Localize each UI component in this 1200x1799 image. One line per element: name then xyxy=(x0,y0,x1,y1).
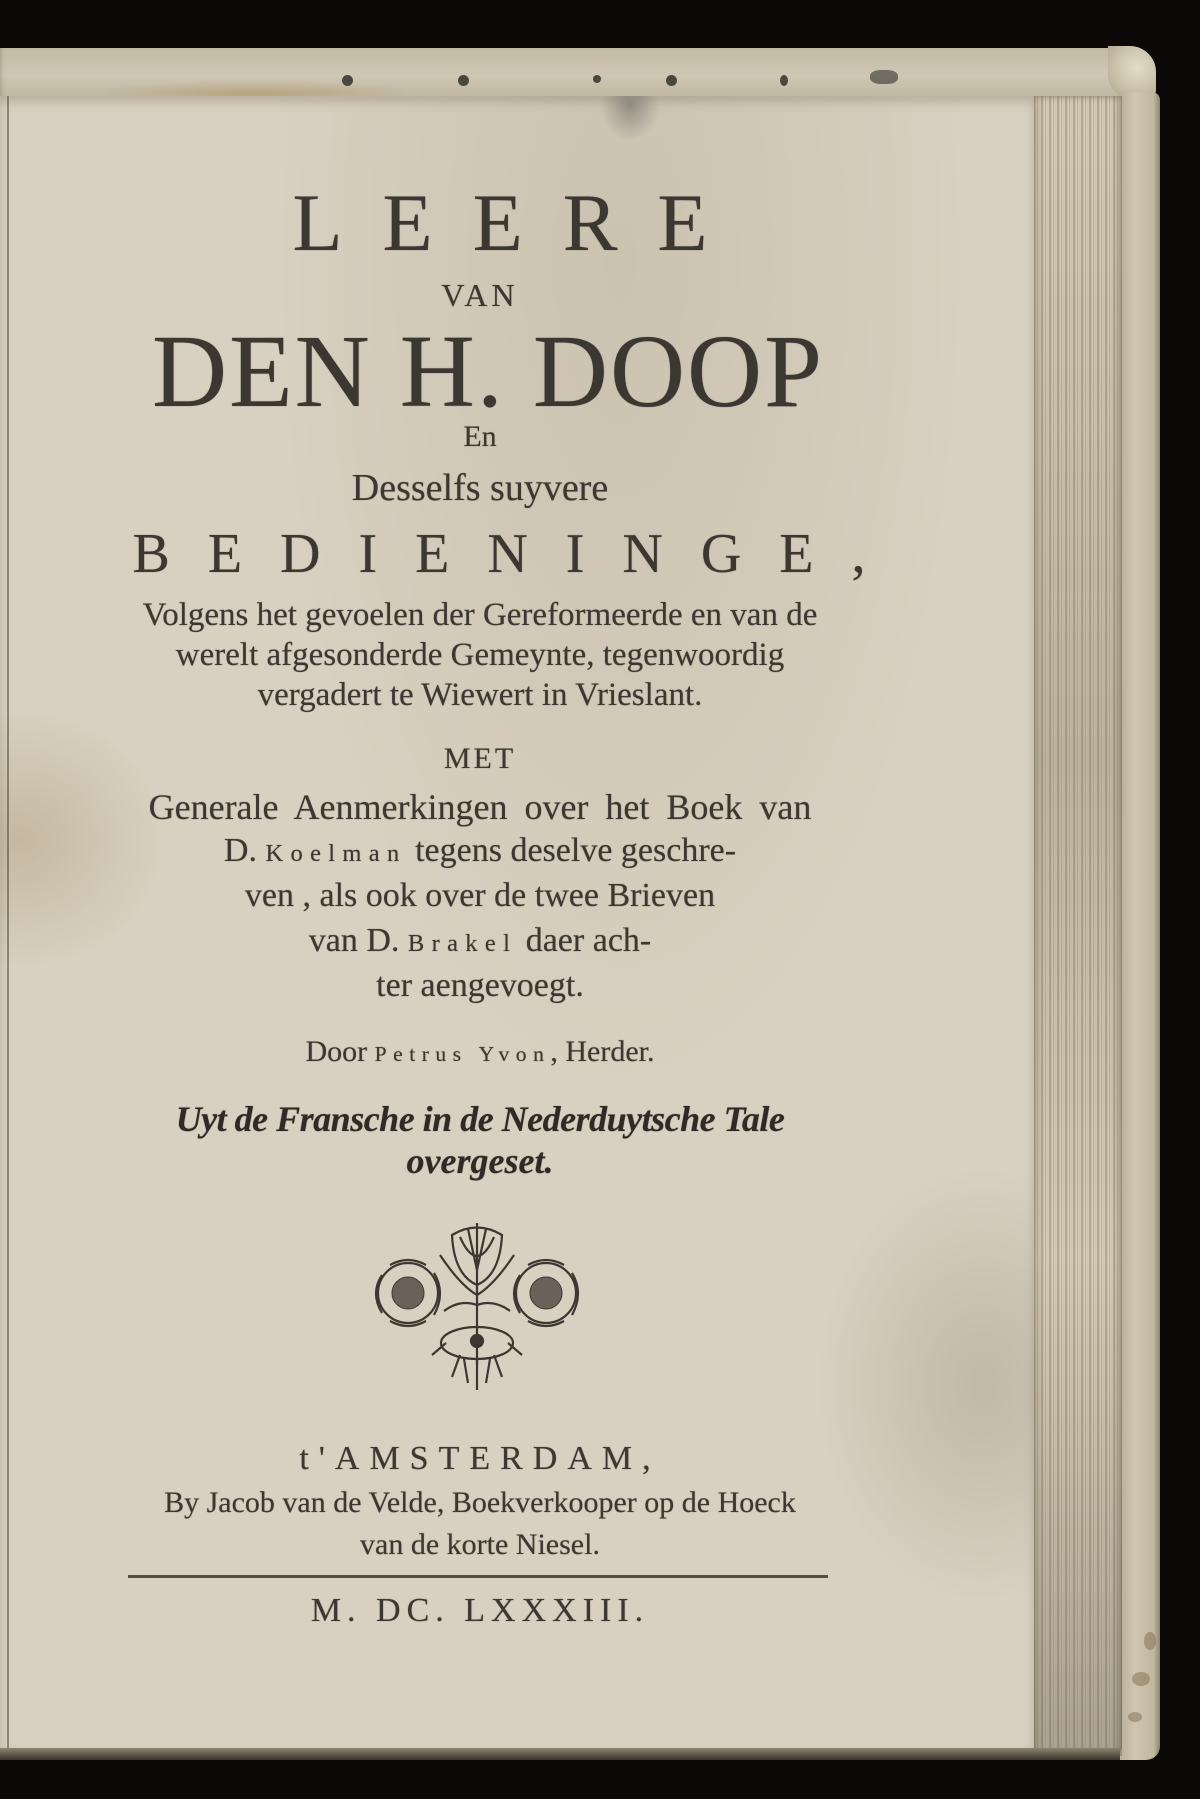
binding-hole-icon xyxy=(458,75,469,86)
met-line-2-prefix: D. xyxy=(223,832,266,869)
imprint-printer-line-1: By Jacob van de Velde, Boekverkooper op de Hoeck xyxy=(164,1486,796,1519)
cover-spot xyxy=(1132,1672,1150,1686)
title-bedieninge: BEDIENINGE, xyxy=(132,523,904,585)
binding-hole-icon xyxy=(780,75,788,86)
title-van: VAN xyxy=(441,277,519,313)
author-name: Petrus Yvon xyxy=(374,1042,551,1066)
subtitle-line-1: Volgens het gevoelen der Gereformeerde en van de xyxy=(142,597,818,633)
subtitle-line-2: werelt afgesonderde Gemeynte, tegenwoordig xyxy=(175,637,785,673)
binding-hole-icon xyxy=(593,75,601,83)
binding-hole-icon xyxy=(666,75,677,86)
horizontal-rule xyxy=(128,1575,828,1578)
met-line-4-prefix: van D. xyxy=(308,922,408,959)
koelman-name: Koelman xyxy=(265,840,407,867)
title-den-h-doop: DEN H. DOOP xyxy=(152,314,824,429)
met-line-2-suffix: tegens deselve geschre- xyxy=(406,832,737,869)
imprint-printer-line-2: van de korte Niesel. xyxy=(360,1528,600,1561)
vellum-cover-fore-edge xyxy=(1118,92,1160,1760)
floral-printers-ornament-icon xyxy=(360,1215,594,1395)
translation-note-line-2: overgeset. xyxy=(406,1141,554,1181)
imprint-city: t'AMSTERDAM, xyxy=(299,1440,661,1477)
met-line-4 xyxy=(0,922,960,960)
binding-hole-icon xyxy=(342,75,353,86)
brakel-name: Brakel xyxy=(407,930,518,957)
author-suffix: , Herder. xyxy=(550,1035,655,1068)
author-prefix: Door xyxy=(305,1035,375,1068)
met-line-4-suffix: daer ach- xyxy=(517,922,652,959)
cover-spot xyxy=(1144,1632,1156,1650)
page-stain xyxy=(600,96,660,141)
title-en: En xyxy=(463,420,497,453)
met-line-3: ven , als ook over de twee Brieven xyxy=(244,877,716,914)
cover-spot xyxy=(1128,1712,1142,1722)
text-block-page-edges xyxy=(1030,96,1122,1756)
translation-note-line-1: Uyt de Fransche in de Nederduytsche Tale xyxy=(175,1099,785,1139)
book-bottom-edge xyxy=(0,1748,1120,1760)
subtitle-line-3: vergadert te Wiewert in Vrieslant. xyxy=(257,677,703,713)
title-desselfs-suyvere: Desselfs suyvere xyxy=(351,467,609,509)
author-line xyxy=(0,1035,960,1069)
cover-damage-mark xyxy=(870,70,898,84)
met-line-2 xyxy=(0,832,960,870)
met-line-5: ter aengevoegt. xyxy=(376,967,584,1004)
met-heading: MET xyxy=(443,742,517,775)
met-line-1: Generale Aenmerkingen over het Boek van xyxy=(148,787,812,827)
imprint-year: M. DC. LXXXIII. xyxy=(310,1592,650,1629)
title-leere: LEERE xyxy=(292,177,748,268)
